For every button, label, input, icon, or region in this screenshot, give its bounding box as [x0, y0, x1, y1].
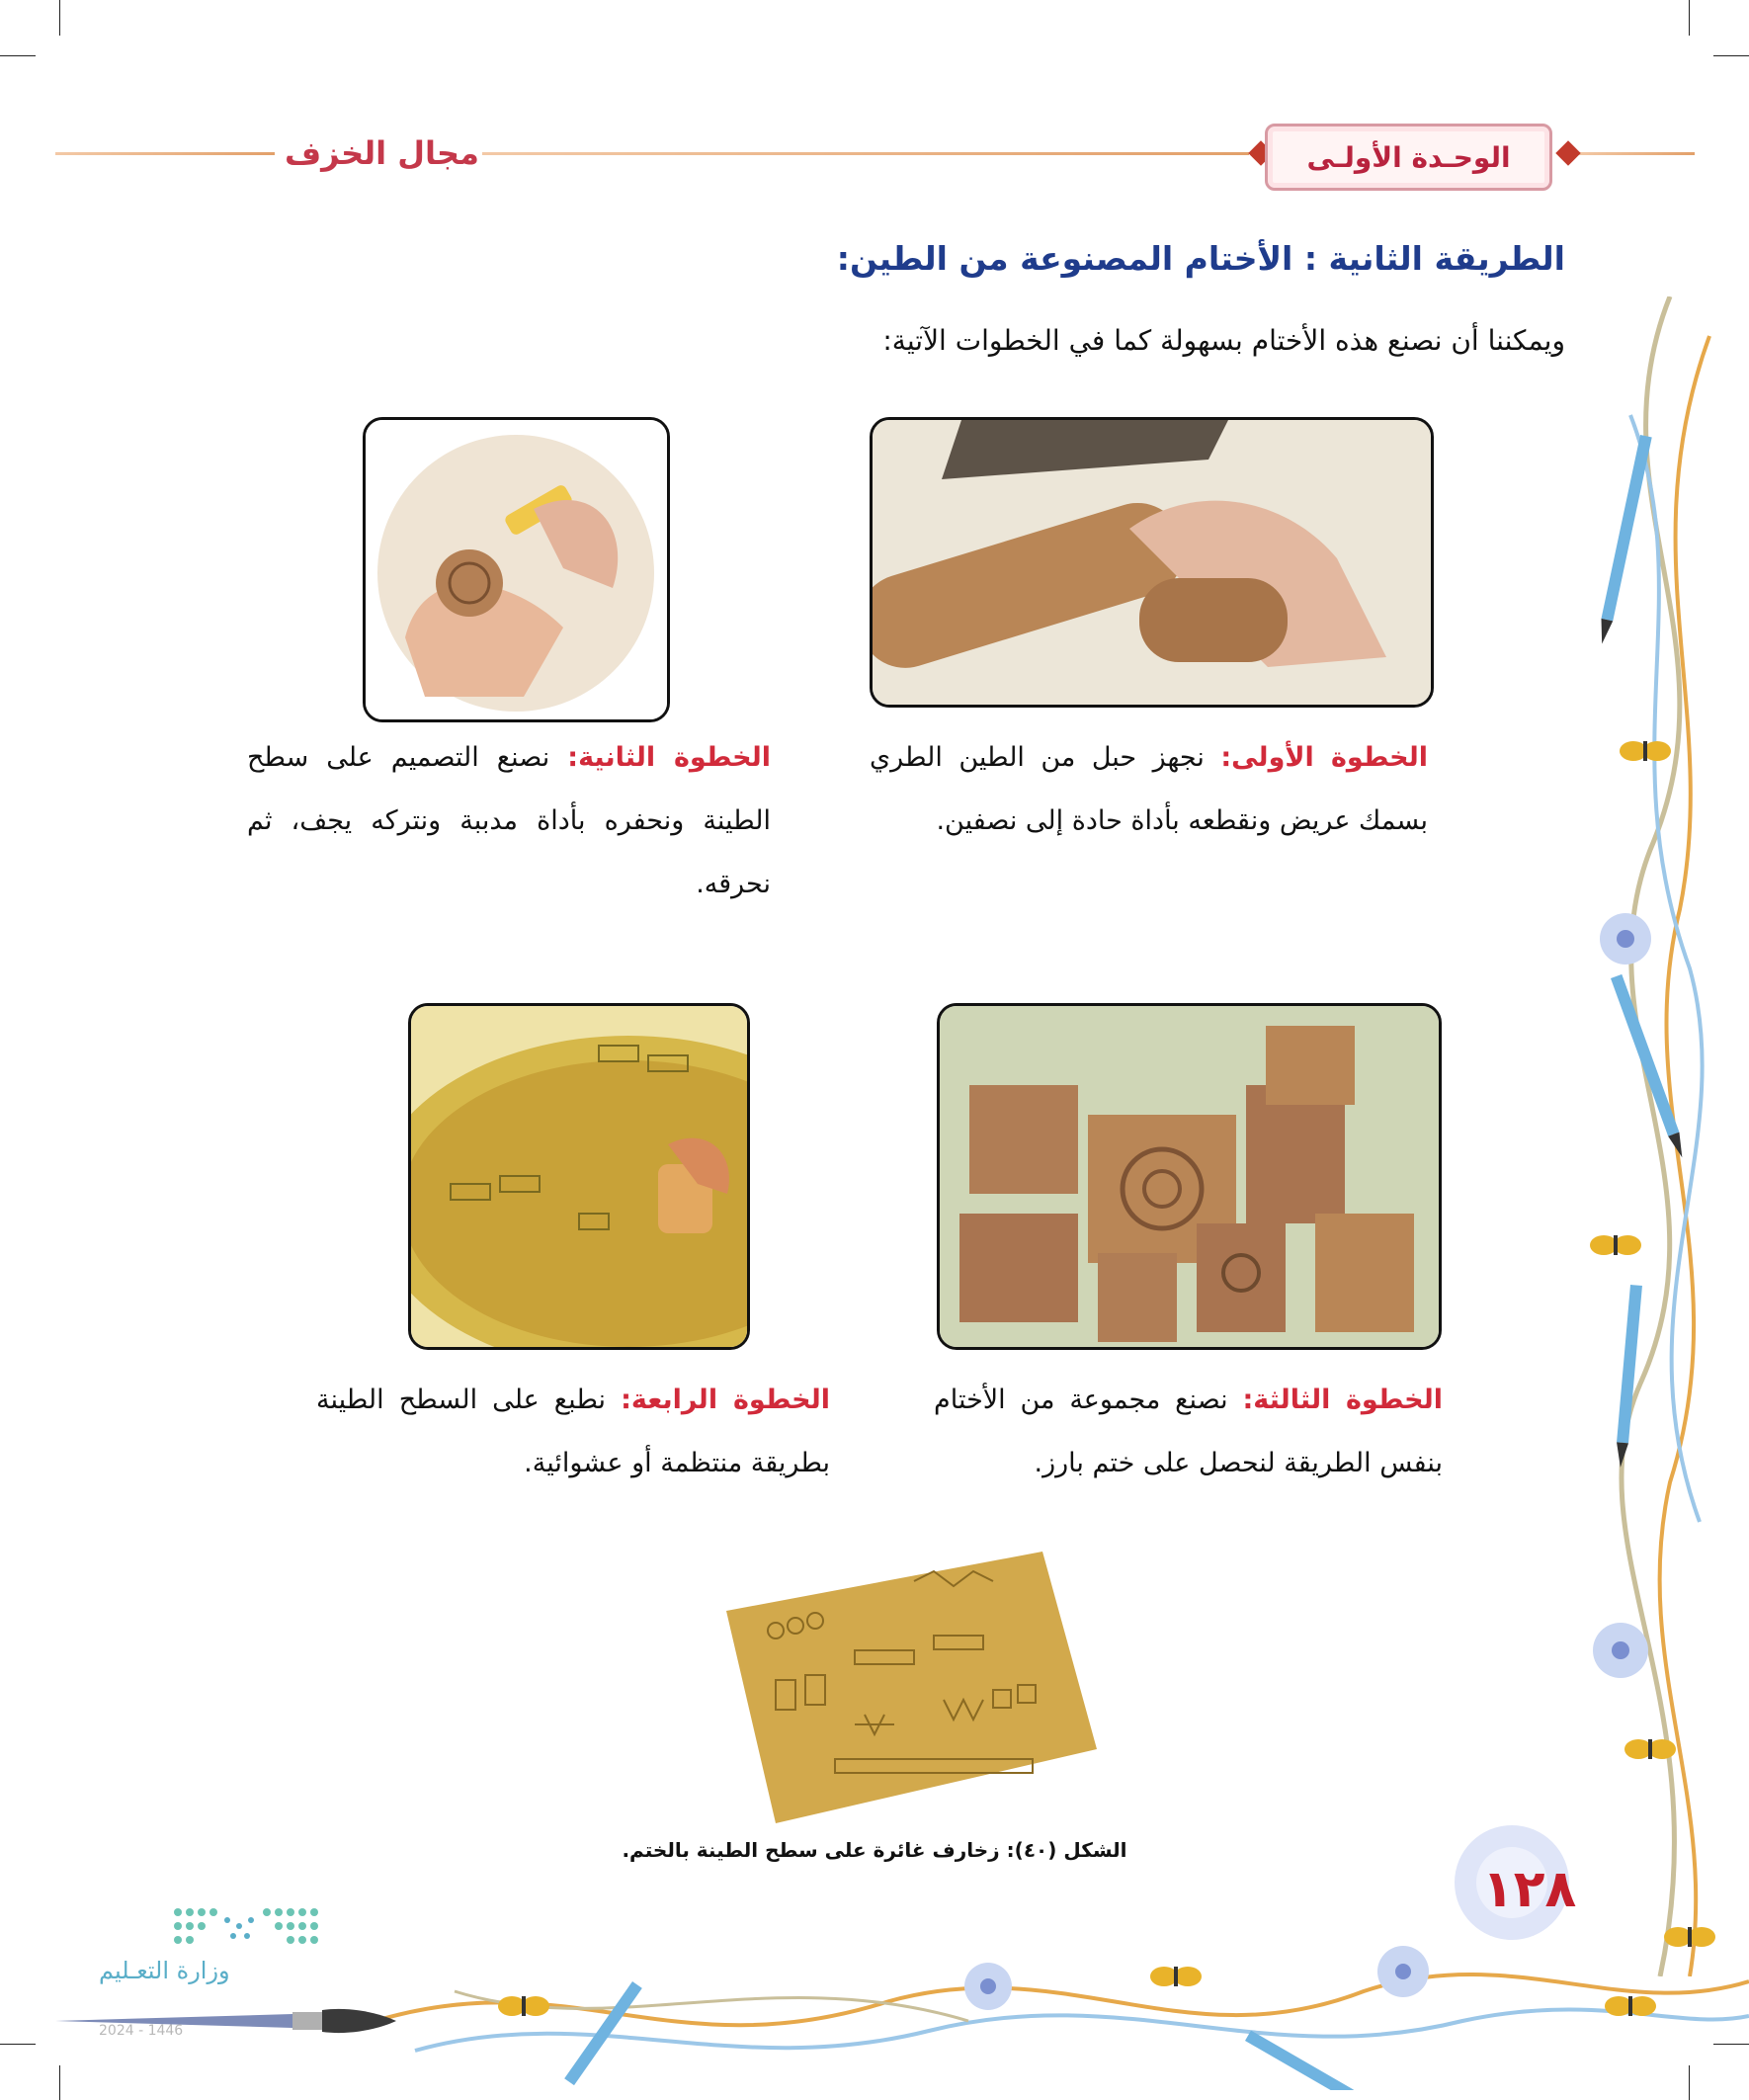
flower-icon [964, 1963, 1012, 2010]
step-1-label: الخطوة الأولى: [1220, 742, 1428, 773]
pencil-icon [1615, 1285, 1642, 1468]
edition-year: 2024 - 1446 [99, 2023, 184, 2039]
crop-mark [1689, 0, 1690, 36]
intro-text: ويمكننا أن نصنع هذه الأختام بسهولة كما في الخطوات الآتية: [882, 324, 1565, 357]
ministry-name: وزارة التعـليم [99, 1957, 230, 1984]
ornament-diamond-icon [1555, 140, 1580, 165]
field-title: مجال الخزف [285, 134, 479, 172]
unit-label: الوحـدة الأولـى [1306, 140, 1511, 174]
crop-mark [59, 2065, 60, 2100]
step-4-caption [316, 1369, 830, 1495]
figure-caption: الشكل (٤٠): زخارف غائرة على سطح الطينة بالختم. [622, 1838, 1127, 1862]
butterfly-icon [1624, 1739, 1676, 1759]
butterfly-icon [1150, 1967, 1202, 1986]
pencil-icon [1596, 435, 1651, 645]
butterfly-icon [1590, 1235, 1641, 1255]
step-1-text: نجهز حبل من الطين الطري بسمك عريض ونقطعه بأداة حادة إلى نصفين. [870, 742, 1428, 836]
step-2-label: الخطوة الثانية: [567, 742, 771, 773]
step-2-photo [363, 417, 670, 722]
step-3-label: الخطوة الثالثة: [1242, 1385, 1443, 1415]
crop-mark [1713, 55, 1749, 56]
section-title: الطريقة الثانية : الأختام المصنوعة من الطين: [836, 239, 1565, 278]
step-3-text: نصنع مجموعة من الأختام بنفس الطريقة لنحصل على ختم بارز. [934, 1385, 1443, 1478]
floral-border-decoration [1571, 296, 1749, 1976]
flower-icon [1377, 1946, 1429, 1997]
page-number: ١٢٨ [1482, 1860, 1577, 1919]
crop-mark [59, 0, 60, 36]
step-4-text: نطبع على السطح الطينة بطريقة منتظمة أو عشوائية. [316, 1385, 830, 1478]
figure-40-image [716, 1542, 1102, 1828]
bottom-border-decoration [375, 1922, 1749, 2090]
pencil-icon [1611, 974, 1688, 1159]
crop-mark [0, 55, 36, 56]
header-rule-right [1576, 152, 1695, 155]
flower-icon [1593, 1623, 1648, 1678]
step-1-photo [870, 417, 1434, 708]
ministry-logo-icon [168, 1902, 326, 1952]
unit-badge [1265, 124, 1552, 191]
header-rule-left [55, 152, 275, 155]
step-4-label: الخطوة الرابعة: [621, 1385, 830, 1415]
butterfly-icon [1605, 1996, 1656, 2016]
header-rule-middle [482, 152, 1249, 155]
step-3-photo [937, 1003, 1442, 1350]
butterfly-icon [1620, 741, 1671, 761]
step-2-caption [247, 726, 771, 916]
step-2-text: نصنع التصميم على سطح الطينة ونحفره بأداة مدببة ونتركه يجف، ثم نحرقه. [247, 742, 771, 899]
pencil-icon [1245, 2031, 1354, 2090]
butterfly-icon [498, 1996, 549, 2016]
step-1-caption [870, 726, 1428, 853]
step-4-photo [408, 1003, 750, 1350]
step-3-caption [934, 1369, 1443, 1495]
flower-icon [1600, 913, 1651, 965]
crop-mark [0, 2044, 36, 2045]
